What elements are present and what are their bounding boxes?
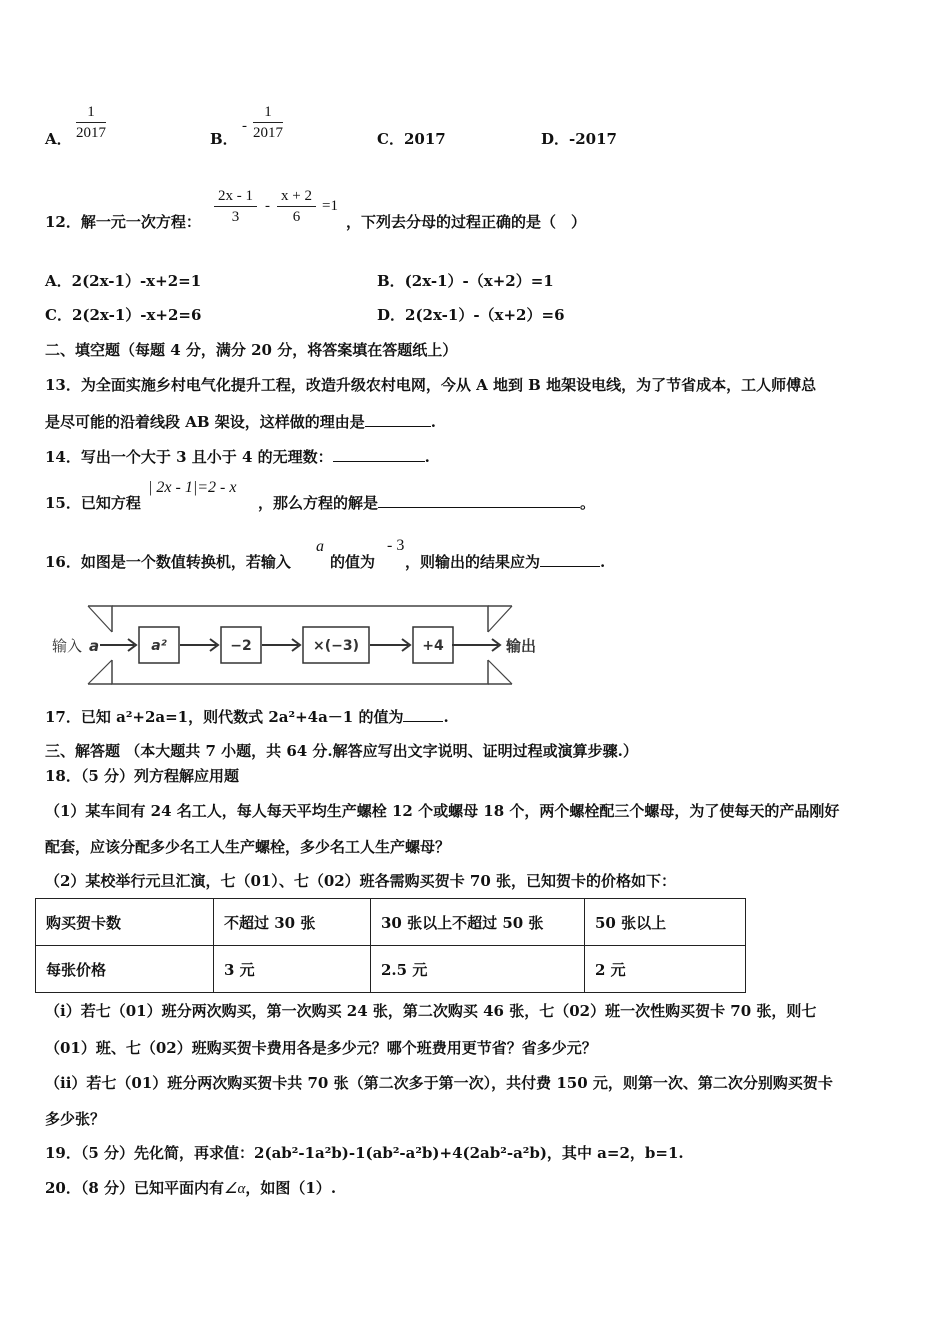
q12-fraction-1-denominator: 3 — [231, 209, 240, 225]
table-cell: 2 元 — [585, 946, 746, 993]
q18-sub-ii-line-1: （ii）若七（01）班分两次购买贺卡共 70 张（第二次多于第一次），共付费 150 元，则第一次、第二次分别购买贺卡 — [45, 1074, 833, 1092]
table-cell: 50 张以上 — [585, 899, 746, 946]
q12-prefix: 12．解一元一次方程： — [45, 213, 201, 231]
table-cell: 购买贺卡数 — [36, 899, 214, 946]
q13-line-2-text: 是尽可能的沿着线段 AB 架设，这样做的理由是 — [45, 413, 365, 431]
machine-box-times-neg-3-label: ×(−3) — [313, 638, 359, 654]
q16-prefix: 16．如图是一个数值转换机，若输入 — [45, 553, 291, 571]
q18-part2-intro: （2）某校举行元旦汇演，七（01）、七（02）班各需购买贺卡 70 张，已知贺卡的价格如下： — [45, 872, 677, 890]
table-cell: 30 张以上不超过 50 张 — [371, 899, 585, 946]
q16-middle: 的值为 — [330, 553, 376, 571]
machine-input-var: a — [89, 637, 100, 655]
q11-option-b-denominator: 2017 — [253, 125, 283, 141]
section-2-heading: 二、填空题（每题 4 分，满分 20 分，将答案填在答题纸上） — [45, 341, 458, 359]
q12-minus-sign: - — [265, 198, 270, 214]
q15-suffix: ，那么方程的解是 — [258, 494, 379, 512]
q18-part1-line-2: 配套，应该分配多少名工人生产螺栓，多少名工人生产螺母？ — [45, 838, 451, 856]
q12-fraction-2-numerator: x + 2 — [277, 186, 316, 207]
q16-answer — [405, 551, 605, 572]
frame-diagonal-bl — [88, 660, 112, 684]
frame-top — [112, 606, 488, 632]
machine-output-label: 输出 — [506, 637, 537, 655]
q18-title: 18．（5 分）列方程解应用题 — [45, 767, 240, 785]
q20-prefix: 20．（8 分）已知平面内有 — [45, 1179, 225, 1197]
q20 — [45, 1177, 336, 1198]
machine-box-square-label: a² — [151, 638, 167, 654]
q12-option-a: A．2(2x-1）-x+2=1 — [45, 272, 202, 290]
section-3-heading: 三、解答题 （本大题共 7 小题，共 64 分.解答应写出文字说明、证明过程或演算步骤.） — [45, 742, 638, 760]
q14-answer-blank[interactable] — [333, 447, 425, 462]
q11-option-d: D．-2017 — [541, 130, 617, 148]
q11-option-a-label: A． — [45, 130, 72, 148]
q12-suffix: ，下列去分母的过程正确的是（ ） — [346, 213, 587, 231]
q16-end: . — [600, 553, 606, 571]
frame-diagonal-tr — [488, 606, 512, 632]
q17-end: . — [443, 708, 449, 726]
table-cell: 3 元 — [214, 946, 371, 993]
q17-text: 17．已知 a²+2a=1，则代数式 2a²+4a－1 的值为 — [45, 708, 404, 726]
q19: 19．（5 分）先化简，再求值：2(ab²-1a²b)-1(ab²-a²b)+4(2ab²-a²b)，其中 a=2，b=1. — [45, 1144, 684, 1162]
q16-value: - 3 — [387, 537, 405, 554]
q12-equals: =1 — [322, 198, 338, 214]
q12-option-b: B．(2x-1）-（x+2）=1 — [377, 272, 554, 290]
q12-fraction-2 — [277, 186, 316, 227]
q18-sub-i-line-2: （01）班、七（02）班购买贺卡费用各是多少元？哪个班费用更节省？省多少元？ — [45, 1039, 597, 1057]
q20-angle: ∠α — [224, 1181, 246, 1197]
q14 — [45, 446, 430, 467]
table-cell: 2.5 元 — [371, 946, 585, 993]
q12-fraction-1-numerator: 2x - 1 — [214, 186, 257, 207]
q11-option-b-label: B． — [210, 130, 238, 148]
q15-end: 。 — [580, 494, 596, 512]
q15-prefix: 15．已知方程 — [45, 494, 141, 512]
table-cell: 不超过 30 张 — [214, 899, 371, 946]
q12-option-c: C．2(2x-1）-x+2=6 — [45, 306, 202, 324]
q16-variable: a — [316, 538, 324, 555]
q12-fraction-2-denominator: 6 — [292, 209, 301, 225]
q11-option-a-fraction — [76, 102, 106, 143]
q14-text: 14．写出一个大于 3 且小于 4 的无理数： — [45, 448, 333, 466]
q20-suffix: ，如图（1）. — [245, 1179, 337, 1197]
q11-option-a-denominator: 2017 — [76, 125, 106, 141]
q11-option-b-sign: - — [242, 118, 247, 134]
q16-answer-blank[interactable] — [540, 552, 600, 567]
frame-diagonal-br — [488, 660, 512, 684]
frame-diagonal-tl — [88, 606, 112, 632]
table-cell: 每张价格 — [36, 946, 214, 993]
table-row — [36, 899, 746, 946]
q17 — [45, 706, 449, 727]
q15-answer — [258, 492, 595, 513]
table-row — [36, 946, 746, 993]
q12-fraction-1 — [214, 186, 257, 227]
machine-box-plus-4-label: +4 — [422, 638, 444, 654]
q15-answer-blank[interactable] — [378, 493, 580, 508]
q17-answer-blank[interactable] — [403, 707, 443, 722]
q11-option-b-fraction — [253, 102, 283, 143]
conversion-machine-diagram — [40, 598, 560, 694]
machine-input-label: 输入 — [52, 637, 83, 655]
q14-end: . — [424, 448, 430, 466]
q18-part1-line-1: （1）某车间有 24 名工人，每人每天平均生产螺栓 12 个或螺母 18 个，两个螺栓配三个螺母，为了使每天的产品刚好 — [45, 802, 840, 820]
price-table — [35, 898, 746, 993]
q15-equation: | 2x - 1|=2 - x — [148, 479, 237, 496]
q11-option-b-numerator: 1 — [253, 102, 283, 123]
q18-sub-ii-line-2: 多少张？ — [45, 1110, 106, 1128]
q13-answer-blank[interactable] — [365, 412, 431, 427]
q11-option-c: C．2017 — [377, 130, 446, 148]
q13-line-1: 13．为全面实施乡村电气化提升工程，改造升级农村电网，今从 A 地到 B 地架设电线，为了节省成本，工人师傅总 — [45, 376, 817, 394]
q13-line-2 — [45, 411, 436, 432]
q18-sub-i-line-1: （i）若七（01）班分两次购买，第一次购买 24 张，第二次购买 46 张，七（02）班一次性购买贺卡 70 张，则七 — [45, 1002, 817, 1020]
q16-suffix: ，则输出的结果应为 — [405, 553, 541, 571]
q13-end: . — [430, 413, 436, 431]
q11-option-a-numerator: 1 — [76, 102, 106, 123]
machine-box-minus-2-label: −2 — [230, 638, 252, 654]
q12-option-d: D．2(2x-1）-（x+2）=6 — [377, 306, 565, 324]
